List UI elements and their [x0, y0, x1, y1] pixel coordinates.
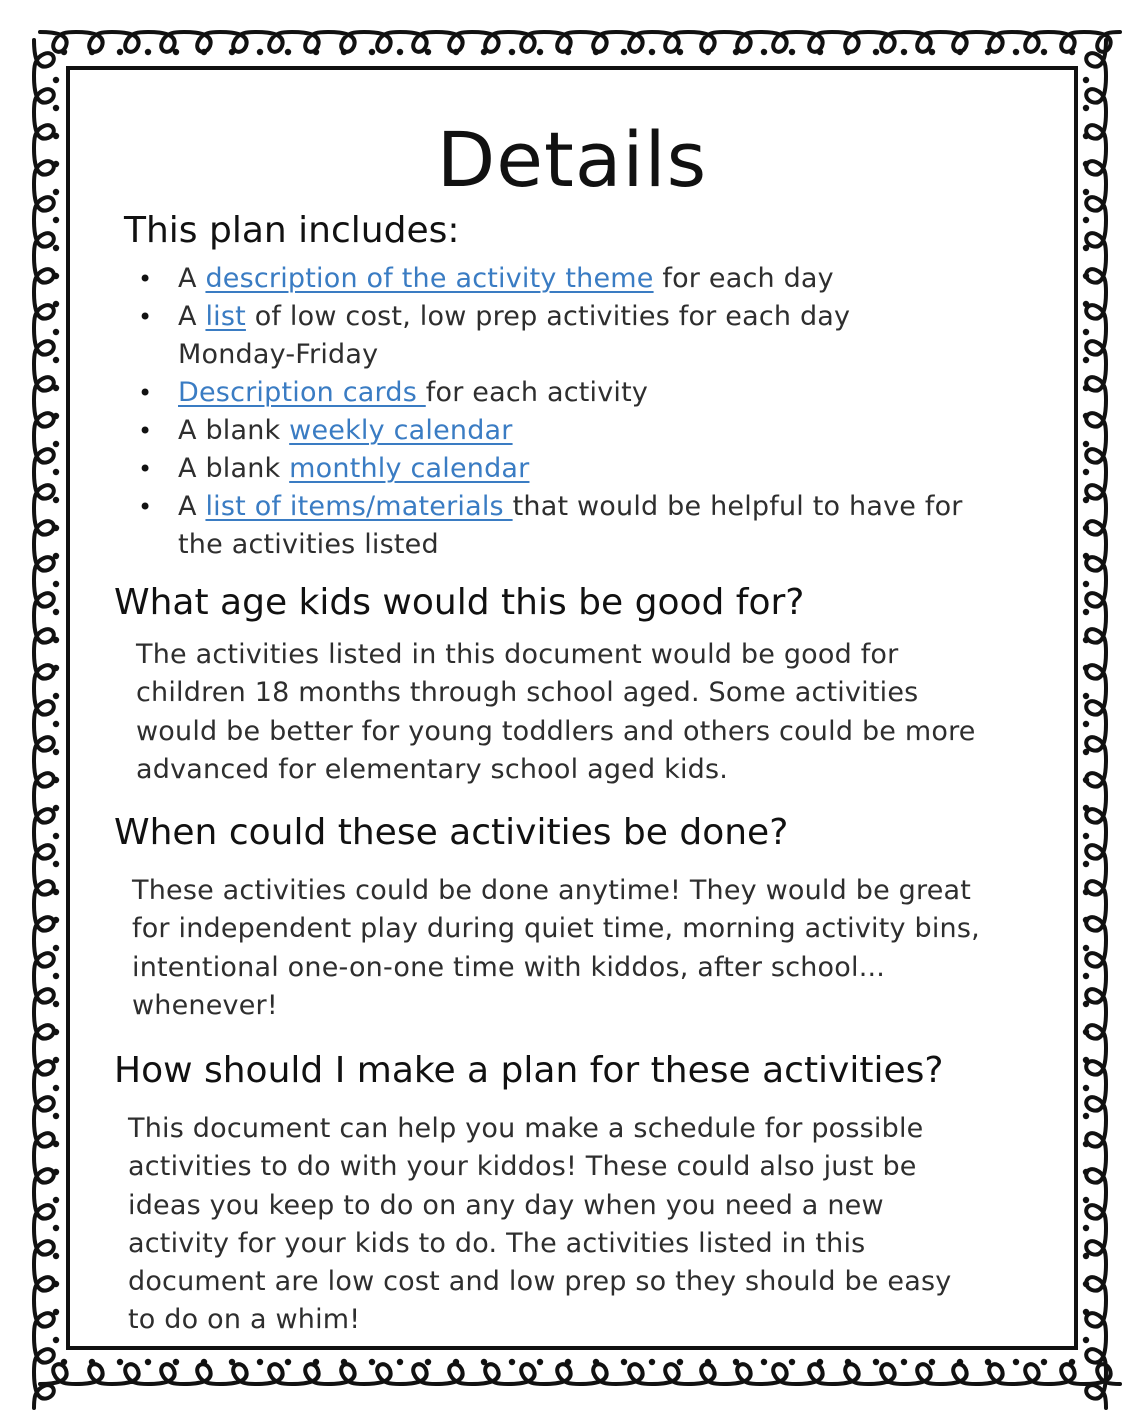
border-dot — [509, 49, 515, 55]
border-dot — [1083, 861, 1089, 867]
border-dot — [845, 49, 851, 55]
border-dot — [1083, 665, 1089, 671]
border-dot — [677, 1359, 683, 1365]
border-dot — [53, 749, 59, 755]
border-dot — [313, 1359, 319, 1365]
border-dot — [593, 49, 599, 55]
border-dot — [53, 385, 59, 391]
border-dot — [89, 1359, 95, 1365]
list-item: • A blank weekly calendar — [126, 412, 1026, 450]
border-dot — [53, 1141, 59, 1147]
border-dot — [1083, 1337, 1089, 1343]
border-dot — [481, 1359, 487, 1365]
border-dot — [53, 413, 59, 419]
list-item: • A description of the activity theme for each day — [126, 260, 1026, 298]
border-dot — [117, 49, 123, 55]
border-dot — [173, 1359, 179, 1365]
border-dot — [53, 805, 59, 811]
border-dot — [53, 1169, 59, 1175]
border-dot — [53, 245, 59, 251]
border-dot — [53, 105, 59, 111]
border-dot — [1083, 945, 1089, 951]
border-dot — [929, 1359, 935, 1365]
border-dot — [1083, 217, 1089, 223]
border-dot — [53, 1225, 59, 1231]
monthly-calendar-link[interactable]: monthly calendar — [289, 453, 530, 484]
border-dot — [1083, 1057, 1089, 1063]
bullet-icon: • — [138, 303, 153, 331]
border-dot — [53, 917, 59, 923]
border-dot — [1083, 637, 1089, 643]
border-dot — [397, 49, 403, 55]
bullet-icon: • — [138, 417, 153, 445]
border-dot — [537, 49, 543, 55]
border-dot — [53, 609, 59, 615]
border-dot — [1083, 1001, 1089, 1007]
border-dot — [341, 49, 347, 55]
border-dot — [201, 1359, 207, 1365]
border-dot — [173, 49, 179, 55]
border-dot — [1083, 497, 1089, 503]
border-dot — [1083, 1085, 1089, 1091]
border-dot — [53, 553, 59, 559]
border-dot — [1083, 609, 1089, 615]
border-dot — [901, 49, 907, 55]
bullet-icon: • — [138, 455, 153, 483]
border-dot — [789, 1359, 795, 1365]
border-dot — [53, 357, 59, 363]
border-dot — [53, 217, 59, 223]
border-dot — [257, 1359, 263, 1365]
border-dot — [53, 1085, 59, 1091]
border-dot — [397, 1359, 403, 1365]
list-item: • Description cards for each activity — [126, 374, 1026, 412]
border-dot — [53, 1113, 59, 1119]
border-dot — [649, 49, 655, 55]
border-dot — [1083, 245, 1089, 251]
materials-list-link[interactable]: list of items/materials — [205, 491, 513, 522]
border-dot — [53, 1057, 59, 1063]
border-dot — [1083, 189, 1089, 195]
border-dot — [1083, 329, 1089, 335]
border-dot — [1083, 1309, 1089, 1315]
border-dot — [53, 1337, 59, 1343]
border-dot — [53, 1197, 59, 1203]
border-dot — [1083, 133, 1089, 139]
border-dot — [53, 273, 59, 279]
border-dot — [53, 301, 59, 307]
border-dot — [593, 1359, 599, 1365]
border-dot — [789, 49, 795, 55]
border-dot — [1069, 49, 1075, 55]
border-dot — [621, 49, 627, 55]
border-dot — [817, 1359, 823, 1365]
border-dot — [313, 49, 319, 55]
border-dot — [53, 189, 59, 195]
theme-description-link[interactable]: description of the activity theme — [205, 263, 654, 294]
border-dot — [929, 49, 935, 55]
border-dot — [369, 1359, 375, 1365]
list-item: • A blank monthly calendar — [126, 450, 1026, 488]
border-dot — [53, 637, 59, 643]
border-dot — [53, 469, 59, 475]
border-dot — [537, 1359, 543, 1365]
border-dot — [1083, 273, 1089, 279]
border-dot — [53, 161, 59, 167]
border-dot — [453, 1359, 459, 1365]
border-dot — [53, 833, 59, 839]
border-dot — [61, 1359, 67, 1365]
border-loop — [34, 40, 54, 1408]
border-dot — [1041, 1359, 1047, 1365]
border-dot — [1083, 161, 1089, 167]
when-paragraph: These activities could be done anytime! They would be great for independent play during quiet time, morning activity bins, intentional one-on-one time with kiddos, after school... whenever! — [132, 875, 980, 1021]
border-dot — [53, 581, 59, 587]
border-dot — [53, 1253, 59, 1259]
border-dot — [145, 49, 151, 55]
border-dot — [845, 1359, 851, 1365]
border-dot — [957, 49, 963, 55]
border-dot — [1083, 693, 1089, 699]
border-dot — [1083, 1225, 1089, 1231]
border-dot — [1083, 1253, 1089, 1259]
border-dot — [1083, 385, 1089, 391]
border-dot — [1083, 917, 1089, 923]
border-dot — [985, 49, 991, 55]
border-dot — [53, 133, 59, 139]
plan-heading: How should I make a plan for these activities? — [114, 1050, 944, 1091]
border-dot — [53, 441, 59, 447]
border-dot — [53, 861, 59, 867]
border-dot — [1013, 1359, 1019, 1365]
border-dot — [201, 49, 207, 55]
border-dot — [117, 1359, 123, 1365]
border-dot — [1083, 441, 1089, 447]
border-dot — [1083, 973, 1089, 979]
description-cards-link[interactable]: Description cards — [178, 377, 426, 408]
border-dot — [229, 49, 235, 55]
age-heading: What age kids would this be good for? — [114, 582, 805, 623]
border-loop — [40, 1364, 1120, 1384]
border-dot — [257, 49, 263, 55]
border-dot — [565, 49, 571, 55]
border-dot — [1083, 525, 1089, 531]
border-dot — [901, 1359, 907, 1365]
border-dot — [1083, 105, 1089, 111]
border-dot — [369, 49, 375, 55]
border-dot — [1083, 1197, 1089, 1203]
border-dot — [53, 777, 59, 783]
border-dot — [957, 1359, 963, 1365]
border-dot — [985, 1359, 991, 1365]
border-dot — [1083, 1169, 1089, 1175]
border-dot — [565, 1359, 571, 1365]
border-dot — [761, 1359, 767, 1365]
border-dot — [53, 497, 59, 503]
border-dot — [53, 1281, 59, 1287]
includes-heading: This plan includes: — [124, 210, 460, 251]
page-title: Details — [436, 115, 708, 204]
border-dot — [733, 1359, 739, 1365]
border-dot — [53, 945, 59, 951]
border-dot — [145, 1359, 151, 1365]
border-dot — [1083, 357, 1089, 363]
border-dot — [425, 49, 431, 55]
bullet-icon: • — [138, 265, 153, 293]
border-dot — [705, 49, 711, 55]
border-dot — [649, 1359, 655, 1365]
border-dot — [481, 49, 487, 55]
border-dot — [53, 721, 59, 727]
border-dot — [817, 49, 823, 55]
weekly-calendar-link[interactable]: weekly calendar — [289, 415, 513, 446]
border-dot — [1083, 721, 1089, 727]
border-dot — [1083, 553, 1089, 559]
border-dot — [677, 49, 683, 55]
border-dot — [873, 1359, 879, 1365]
border-dot — [53, 1029, 59, 1035]
border-dot — [285, 49, 291, 55]
border-dot — [53, 329, 59, 335]
border-dot — [1083, 1141, 1089, 1147]
border-dot — [761, 49, 767, 55]
border-dot — [1083, 777, 1089, 783]
border-dot — [621, 1359, 627, 1365]
border-dot — [705, 1359, 711, 1365]
border-dot — [53, 693, 59, 699]
border-dot — [1069, 1359, 1075, 1365]
border-dot — [1083, 1281, 1089, 1287]
border-dot — [229, 1359, 235, 1365]
border-dot — [1083, 805, 1089, 811]
border-dot — [53, 973, 59, 979]
list-item: • A list of items/materials that would be helpful to have for the activities listed — [126, 488, 1026, 564]
border-dot — [1083, 749, 1089, 755]
border-dot — [425, 1359, 431, 1365]
border-dot — [1083, 301, 1089, 307]
border-dot — [89, 49, 95, 55]
border-dot — [53, 77, 59, 83]
list-item: • A list of low cost, low prep activities for each day Monday-Friday — [126, 298, 1026, 374]
border-dot — [1083, 413, 1089, 419]
when-heading: When could these activities be done? — [114, 812, 789, 853]
border-dot — [1083, 77, 1089, 83]
document-content — [70, 70, 1074, 1346]
border-dot — [1083, 1029, 1089, 1035]
border-dot — [53, 889, 59, 895]
border-dot — [53, 525, 59, 531]
bullet-icon: • — [138, 379, 153, 407]
activities-list-link[interactable]: list — [205, 301, 246, 332]
border-dot — [285, 1359, 291, 1365]
border-loop — [40, 32, 1120, 52]
border-dot — [1083, 1113, 1089, 1119]
border-dot — [1083, 469, 1089, 475]
border-dot — [53, 1001, 59, 1007]
bullet-icon: • — [138, 493, 153, 521]
border-dot — [1013, 49, 1019, 55]
includes-list — [126, 260, 1026, 564]
border-dot — [1041, 49, 1047, 55]
border-dot — [53, 665, 59, 671]
border-dot — [341, 1359, 347, 1365]
border-dot — [873, 49, 879, 55]
border-dot — [1083, 889, 1089, 895]
border-dot — [53, 1309, 59, 1315]
age-paragraph: The activities listed in this document would be good for children 18 months through school aged. Some activities would be better for young toddlers and others could be more advanced for elementary school aged kids. — [136, 639, 976, 785]
border-dot — [1083, 581, 1089, 587]
border-dot — [733, 49, 739, 55]
plan-paragraph: This document can help you make a schedule for possible activities to do with your kiddos! These could also just be ideas you keep to do on any day when you need a new activity for your kids to do. The activities listed in this document are low cost and low prep so they should be easy to do on a whim! — [128, 1113, 952, 1336]
border-dot — [1083, 833, 1089, 839]
border-dot — [509, 1359, 515, 1365]
border-dot — [61, 49, 67, 55]
border-dot — [453, 49, 459, 55]
